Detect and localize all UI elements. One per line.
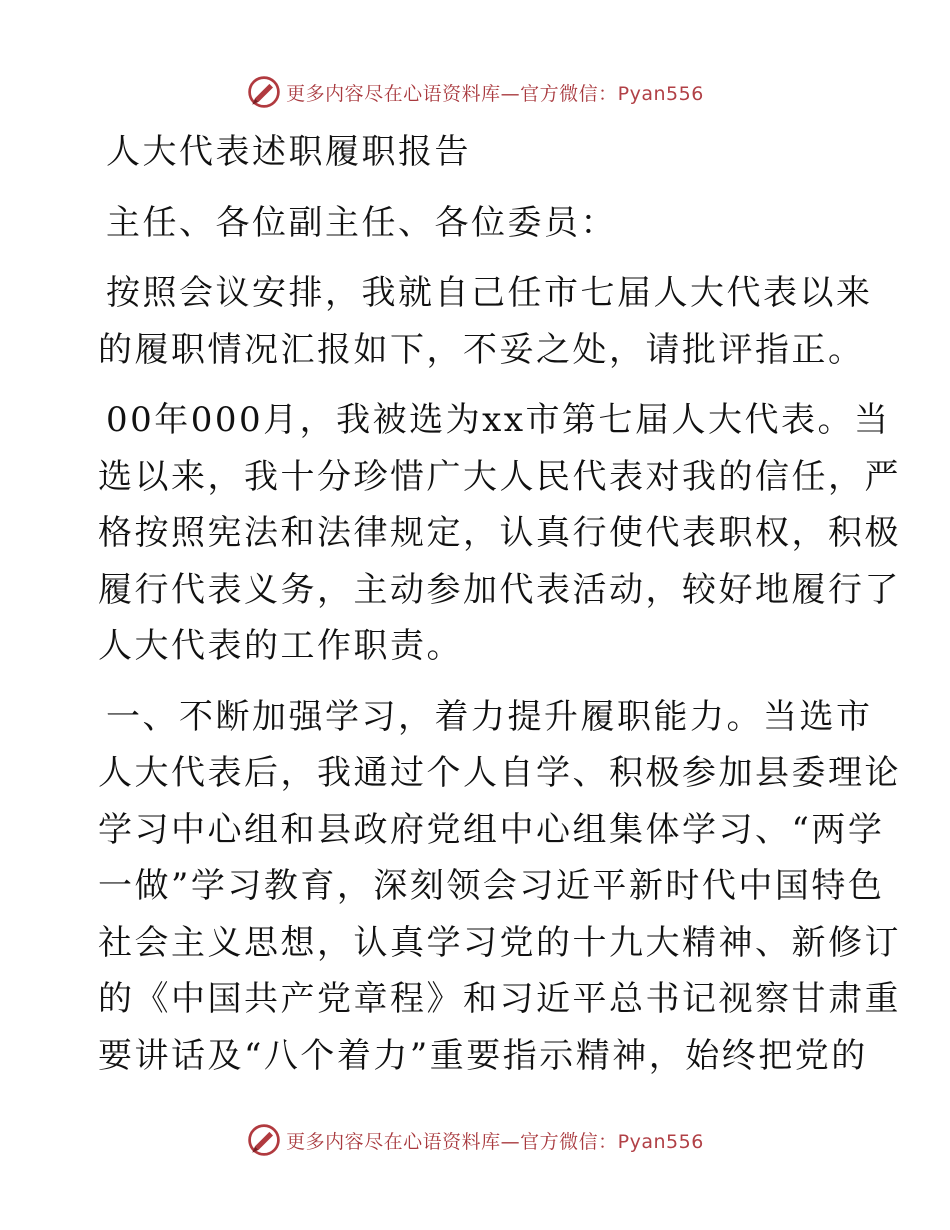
document-title: 人大代表述职履职报告 <box>106 132 471 172</box>
pen-logo-icon <box>246 1122 282 1158</box>
banner-text <box>286 79 704 106</box>
wechat-id: Pyan556 <box>617 1130 704 1153</box>
paragraph-line: 人大代表的工作职责。 <box>98 626 463 666</box>
header-banner <box>0 72 950 112</box>
paragraph-line: 格按照宪法和法律规定，认真行使代表职权，积极 <box>98 513 901 553</box>
paragraph-line: 一做”学习教育，深刻领会习近平新时代中国特色 <box>98 866 885 906</box>
footer-banner <box>0 1120 950 1160</box>
paragraph <box>98 265 873 378</box>
paragraph-line: 00年000月，我被选为xx市第七届人大代表。当 <box>106 400 891 440</box>
paragraph <box>98 689 901 1085</box>
banner-label: 更多内容尽在心语资料库—官方微信： <box>286 82 618 105</box>
paragraph-line: 履行代表义务，主动参加代表活动，较好地履行了 <box>98 569 901 610</box>
paragraph-line: 要讲话及“八个着力”重要指示精神，始终把党的 <box>98 1035 868 1076</box>
paragraph-line: 人大代表后，我通过个人自学、积极参加县委理论 <box>98 753 901 793</box>
paragraph-line: 学习中心组和县政府党组中心组集体学习、“两学 <box>98 809 885 850</box>
paragraph-line: 一、不断加强学习，着力提升履职能力。当选市 <box>106 696 873 737</box>
paragraph-line: 的《中国共产党章程》和习近平总书记视察甘肃重 <box>98 979 901 1019</box>
paragraph-line: 的履职情况汇报如下，不妥之处，请批评指正。 <box>98 329 865 370</box>
paragraph-line: 社会主义思想，认真学习党的十九大精神、新修订 <box>98 922 901 963</box>
pen-logo-icon <box>246 74 282 110</box>
paragraph <box>98 392 901 675</box>
banner-text <box>286 1127 704 1154</box>
paragraph-line: 选以来，我十分珍惜广大人民代表对我的信任，严 <box>98 456 901 497</box>
document-body <box>98 118 901 1084</box>
banner-label: 更多内容尽在心语资料库—官方微信： <box>286 1130 618 1153</box>
salutation: 主任、各位副主任、各位委员： <box>106 202 617 243</box>
paragraph-line: 按照会议安排，我就自己任市七届人大代表以来 <box>106 273 873 313</box>
wechat-id: Pyan556 <box>617 82 704 105</box>
